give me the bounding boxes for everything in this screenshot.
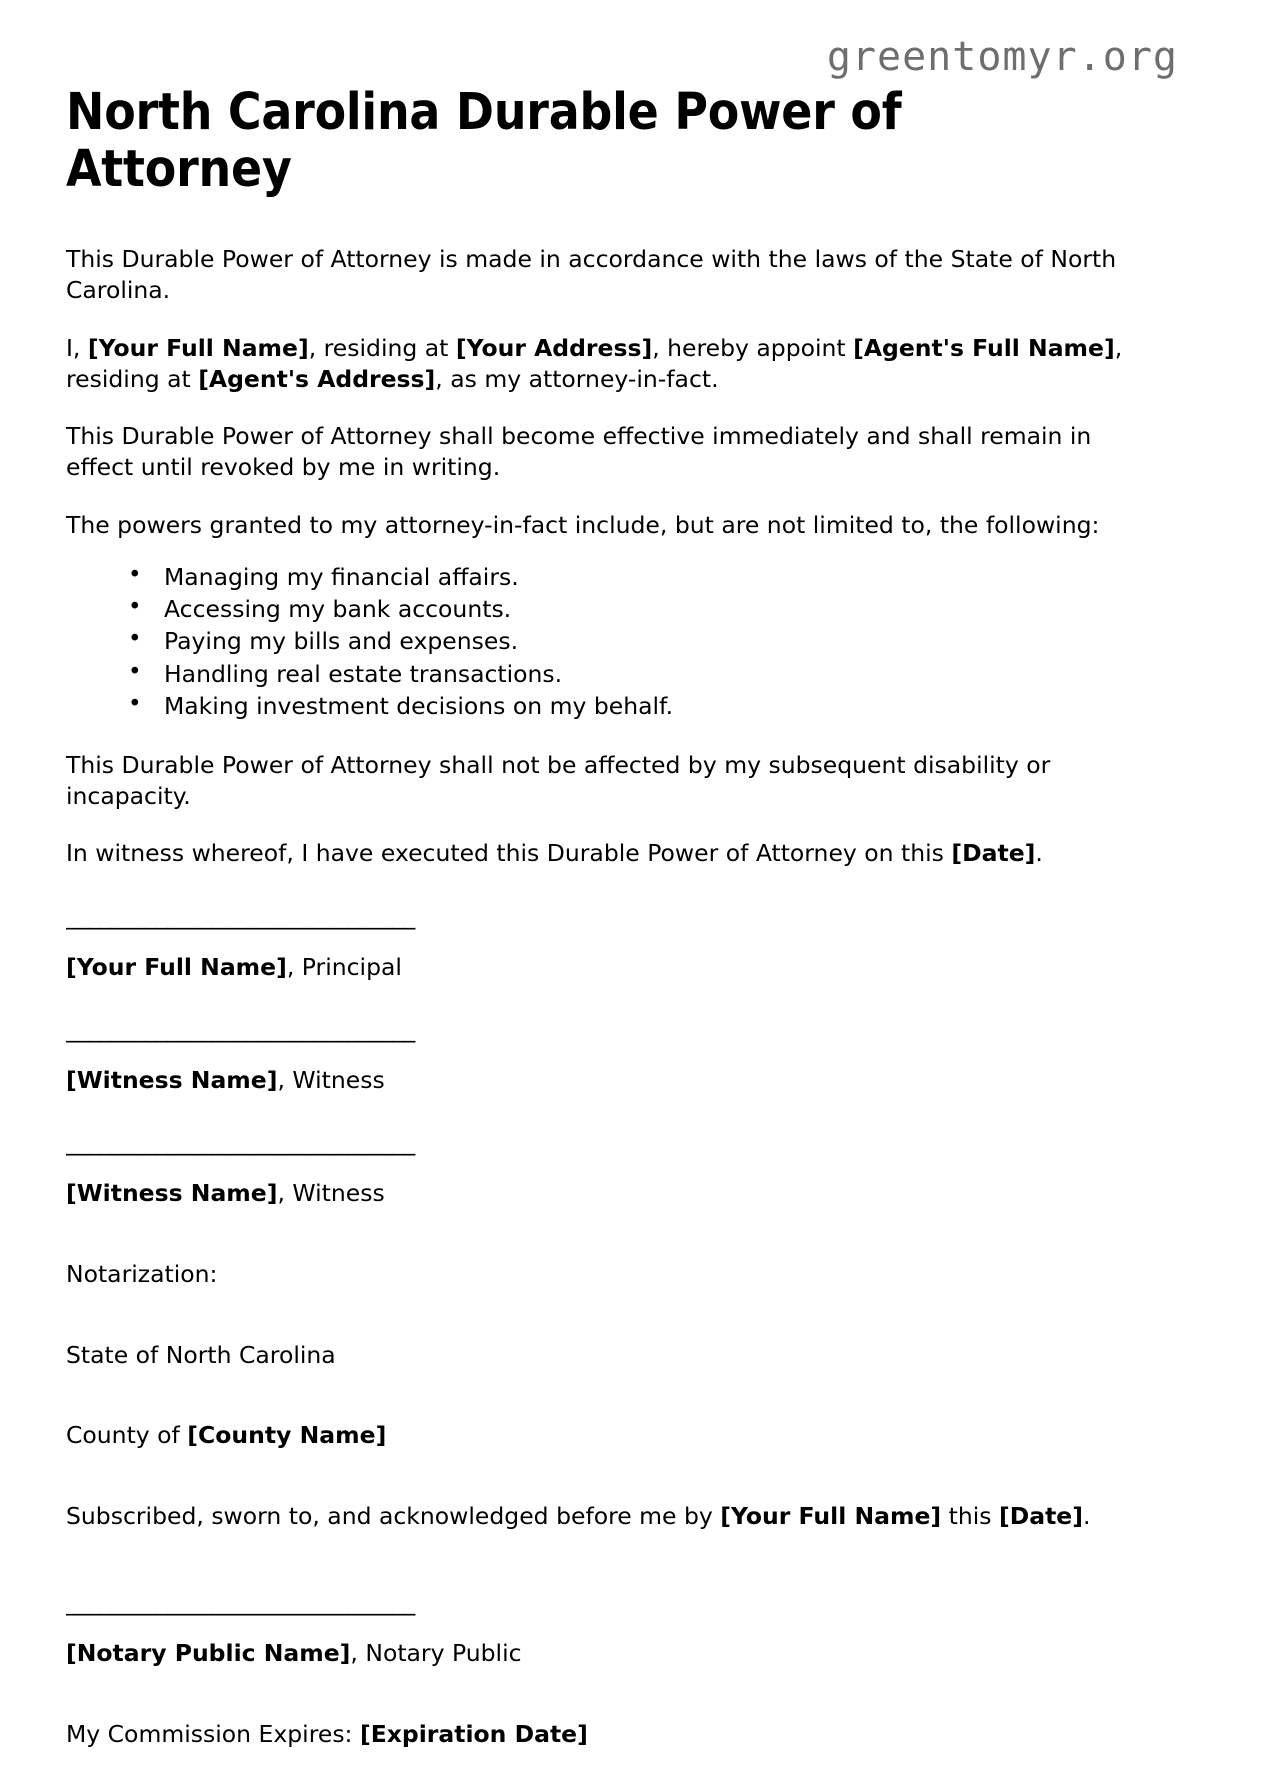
principal-name-placeholder: [Your Full Name] xyxy=(87,333,309,362)
appointment-lead: I, xyxy=(66,333,88,362)
notary-role: , Notary Public xyxy=(350,1638,522,1667)
notary-subscribed-line xyxy=(66,1475,1216,1532)
list-item: • Paying my bills and expenses. xyxy=(128,627,1216,655)
witness-1-name: [Witness Name] xyxy=(66,1065,278,1094)
notary-county-line xyxy=(66,1394,1216,1451)
notarization-heading: Notarization: xyxy=(66,1259,218,1288)
powers-intro-paragraph: The powers granted to my attorney-in-fact include, but are not limited to, the following: xyxy=(66,510,1100,539)
signature-rule: _______________________________ xyxy=(66,1130,415,1157)
principal-signature-label xyxy=(66,930,1216,983)
intro-paragraph: This Durable Power of Attorney is made in accordance with the laws of the State of North Carolina. xyxy=(66,245,1117,305)
appointment-paragraph xyxy=(66,307,1136,396)
witness-1-role: , Witness xyxy=(277,1065,385,1094)
execution-date-placeholder: [Date] xyxy=(951,839,1036,868)
appointment-mid-1: , residing at xyxy=(308,333,456,362)
signature-rule: _______________________________ xyxy=(66,1016,415,1043)
list-item: • Managing my financial affairs. xyxy=(128,563,1216,591)
subscribed-principal-name: [Your Full Name] xyxy=(720,1502,942,1531)
page-title: North Carolina Durable Power of Attorney xyxy=(66,83,902,200)
effectiveness-paragraph: This Durable Power of Attorney shall become effective immediately and shall remain in effect until revoked by me in writing. xyxy=(66,422,1092,482)
appointment-mid-3: , residing at xyxy=(66,333,1123,393)
commission-label: My Commission Expires: xyxy=(66,1719,360,1748)
execution-tail: . xyxy=(1035,839,1043,868)
execution-lead: In witness whereof, I have executed this Durable Power of Attorney on this xyxy=(66,839,952,868)
county-name-placeholder: [County Name] xyxy=(187,1421,387,1450)
agent-name-placeholder: [Agent's Full Name] xyxy=(853,333,1115,362)
county-label: County of xyxy=(66,1421,188,1450)
witness-1-signature-block xyxy=(66,983,1216,1096)
notary-commission-line xyxy=(66,1693,1216,1750)
principal-signature-name: [Your Full Name] xyxy=(66,952,287,981)
appointment-mid-2: , hereby appoint xyxy=(652,333,854,362)
notary-signature-block xyxy=(66,1556,1216,1669)
site-watermark: greentomyr.org xyxy=(826,34,1178,80)
witness-1-signature-label xyxy=(66,1043,1216,1096)
subscribed-tail: . xyxy=(1083,1502,1091,1531)
appointment-tail: , as my attorney-in-fact. xyxy=(435,364,719,393)
notary-state-line: State of North Carolina xyxy=(66,1340,336,1369)
list-item: • Accessing my bank accounts. xyxy=(128,595,1216,623)
signature-rule: _______________________________ xyxy=(66,903,415,930)
witness-2-signature-block xyxy=(66,1096,1216,1209)
principal-signature-role: , Principal xyxy=(286,952,402,981)
execution-paragraph xyxy=(66,812,1136,869)
principal-signature-block xyxy=(66,870,1216,983)
commission-date-placeholder: [Expiration Date] xyxy=(359,1719,588,1748)
list-item: • Making investment decisions on my behalf. xyxy=(128,692,1216,720)
principal-address-placeholder: [Your Address] xyxy=(455,333,653,362)
durability-paragraph: This Durable Power of Attorney shall not be affected by my subsequent disability or incapacity. xyxy=(66,750,1051,811)
agent-address-placeholder: [Agent's Address] xyxy=(198,364,436,393)
powers-list xyxy=(66,541,1216,720)
subscribed-date-placeholder: [Date] xyxy=(998,1502,1083,1531)
notary-name-placeholder: [Notary Public Name] xyxy=(66,1638,351,1667)
list-item: • Handling real estate transactions. xyxy=(128,660,1216,688)
notary-signature-label xyxy=(66,1616,1216,1669)
subscribed-lead: Subscribed, sworn to, and acknowledged before me by xyxy=(66,1502,721,1531)
witness-2-signature-label xyxy=(66,1156,1216,1209)
subscribed-mid: this xyxy=(941,1502,999,1531)
witness-2-name: [Witness Name] xyxy=(66,1179,278,1208)
witness-2-role: , Witness xyxy=(277,1179,385,1208)
signature-rule: _______________________________ xyxy=(66,1589,415,1616)
